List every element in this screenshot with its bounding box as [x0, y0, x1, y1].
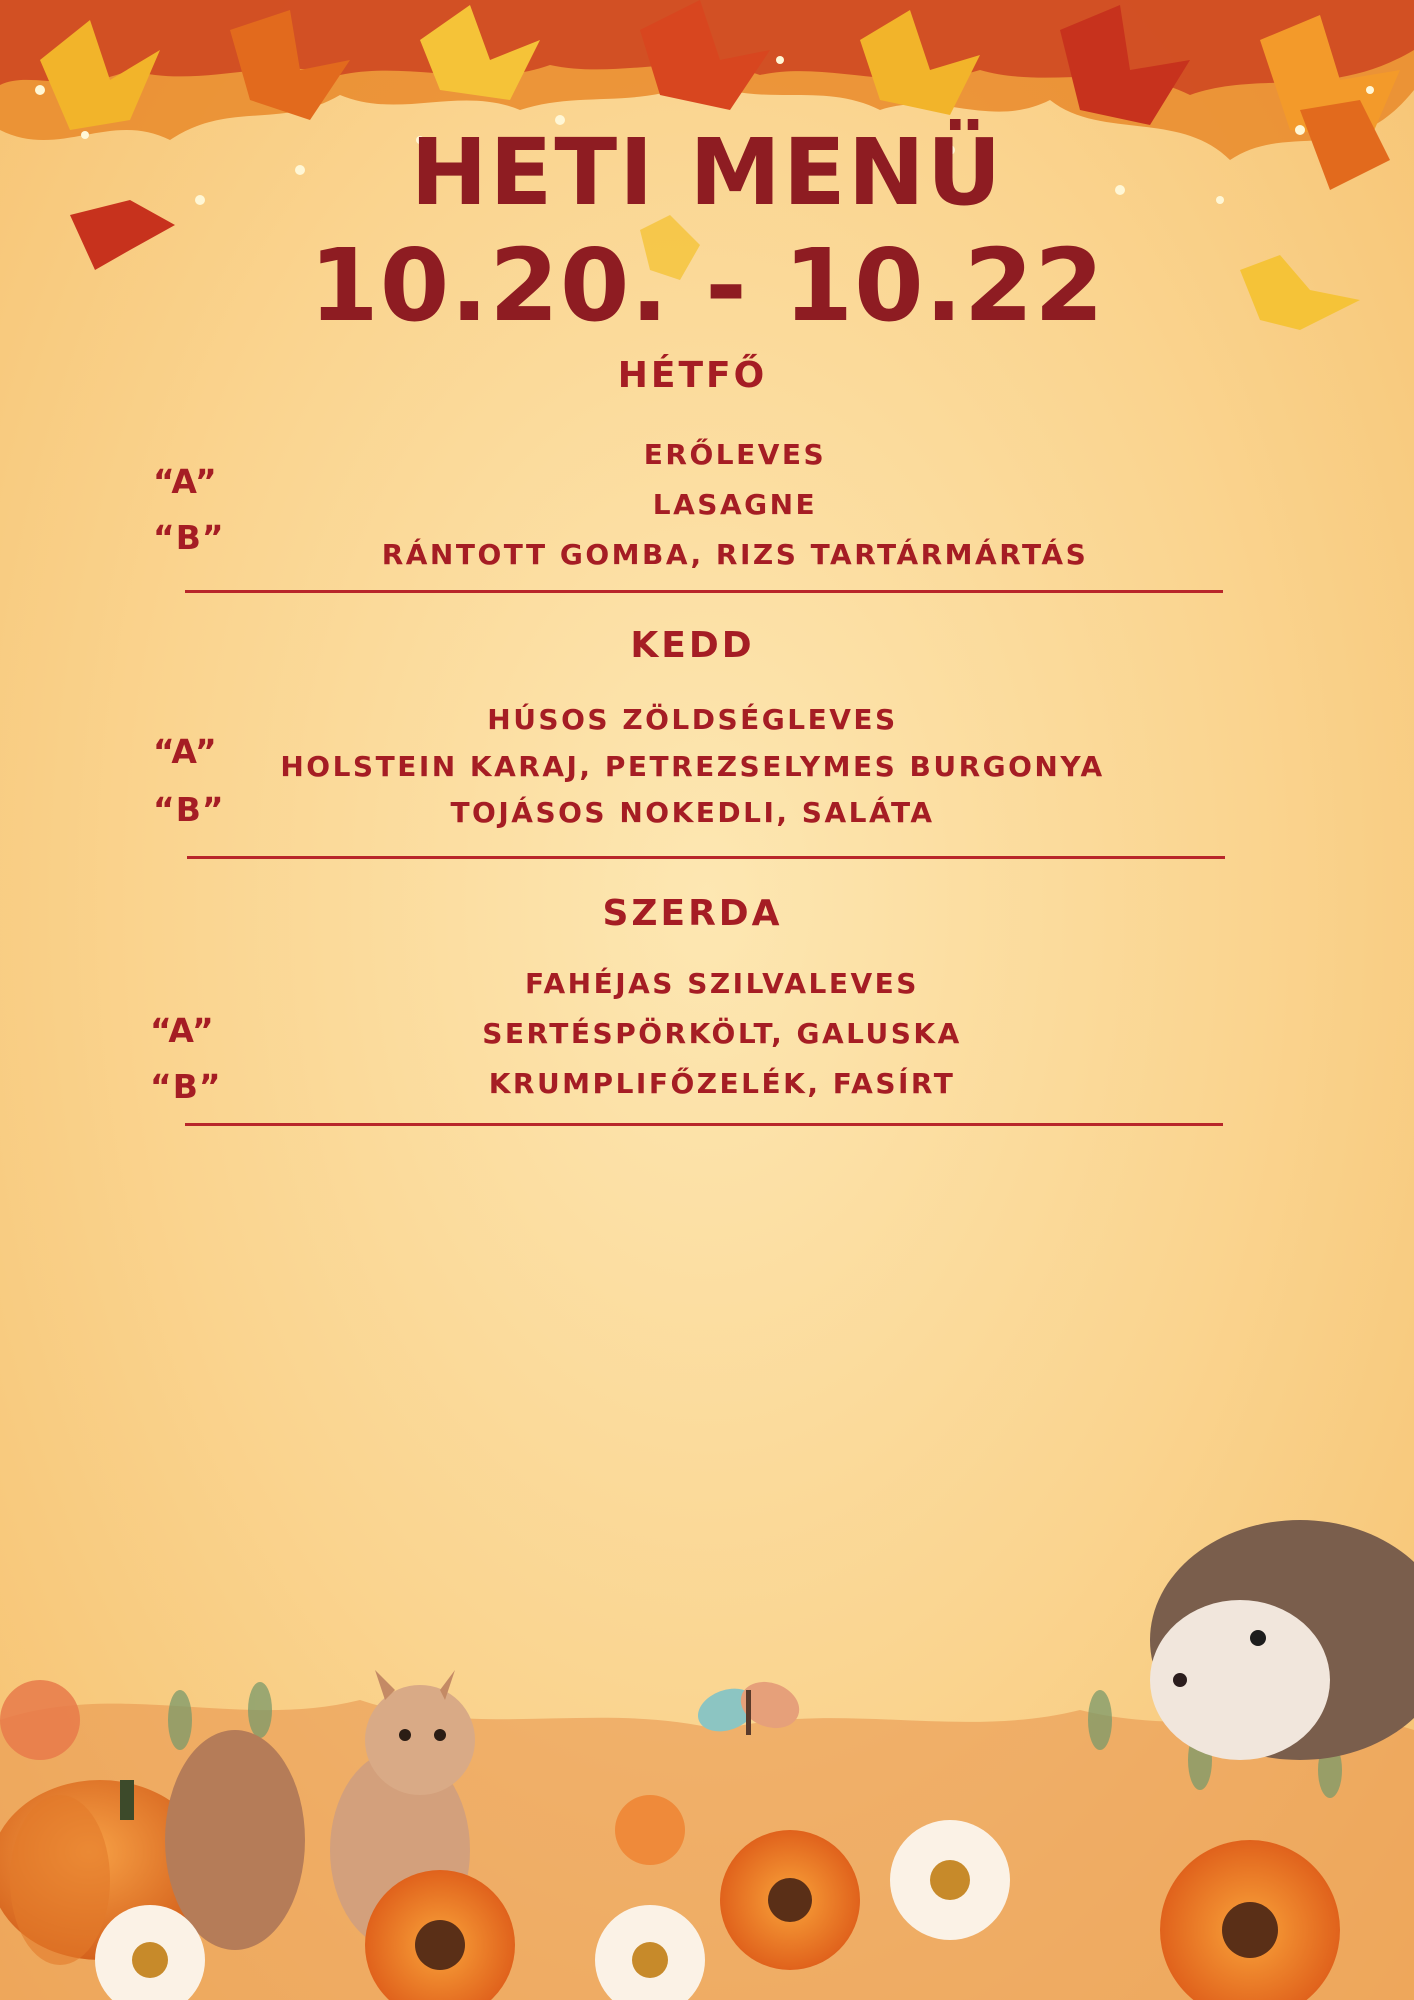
menu-title: HETI MENÜ	[410, 119, 1004, 226]
option-a-dish-tuesday: HOLSTEIN KARAJ, PETREZSELYMES BURGONYA	[280, 750, 1105, 783]
option-b-dish-tuesday: TOJÁSOS NOKEDLI, SALÁTA	[450, 796, 935, 829]
divider-wednesday	[185, 1123, 1223, 1126]
option-a-label-tuesday: “A”	[153, 732, 218, 771]
option-a-dish-monday: LASAGNE	[652, 488, 818, 521]
option-b-label-wednesday: “B”	[150, 1067, 222, 1106]
date-range: 10.20. - 10.22	[309, 227, 1105, 344]
divider-tuesday	[187, 856, 1225, 859]
soup-monday: ERŐLEVES	[643, 438, 827, 471]
day-heading-monday: HÉTFŐ	[617, 355, 768, 396]
day-heading-wednesday: SZERDA	[602, 893, 783, 934]
option-a-label-wednesday: “A”	[150, 1011, 215, 1050]
option-b-label-monday: “B”	[153, 518, 225, 557]
option-b-dish-monday: RÁNTOTT GOMBA, RIZS TARTÁRMÁRTÁS	[381, 538, 1089, 571]
divider-monday	[185, 590, 1223, 593]
option-a-dish-wednesday: SERTÉSPÖRKÖLT, GALUSKA	[482, 1017, 962, 1050]
soup-wednesday: FAHÉJAS SZILVALEVES	[525, 967, 919, 1000]
day-heading-tuesday: KEDD	[630, 625, 755, 666]
option-b-label-tuesday: “B”	[153, 790, 225, 829]
option-b-dish-wednesday: KRUMPLIFŐZELÉK, FASÍRT	[488, 1067, 956, 1100]
option-a-label-monday: “A”	[153, 462, 218, 501]
soup-tuesday: HÚSOS ZÖLDSÉGLEVES	[487, 703, 898, 736]
hedgehog-icon	[1150, 1520, 1414, 1760]
